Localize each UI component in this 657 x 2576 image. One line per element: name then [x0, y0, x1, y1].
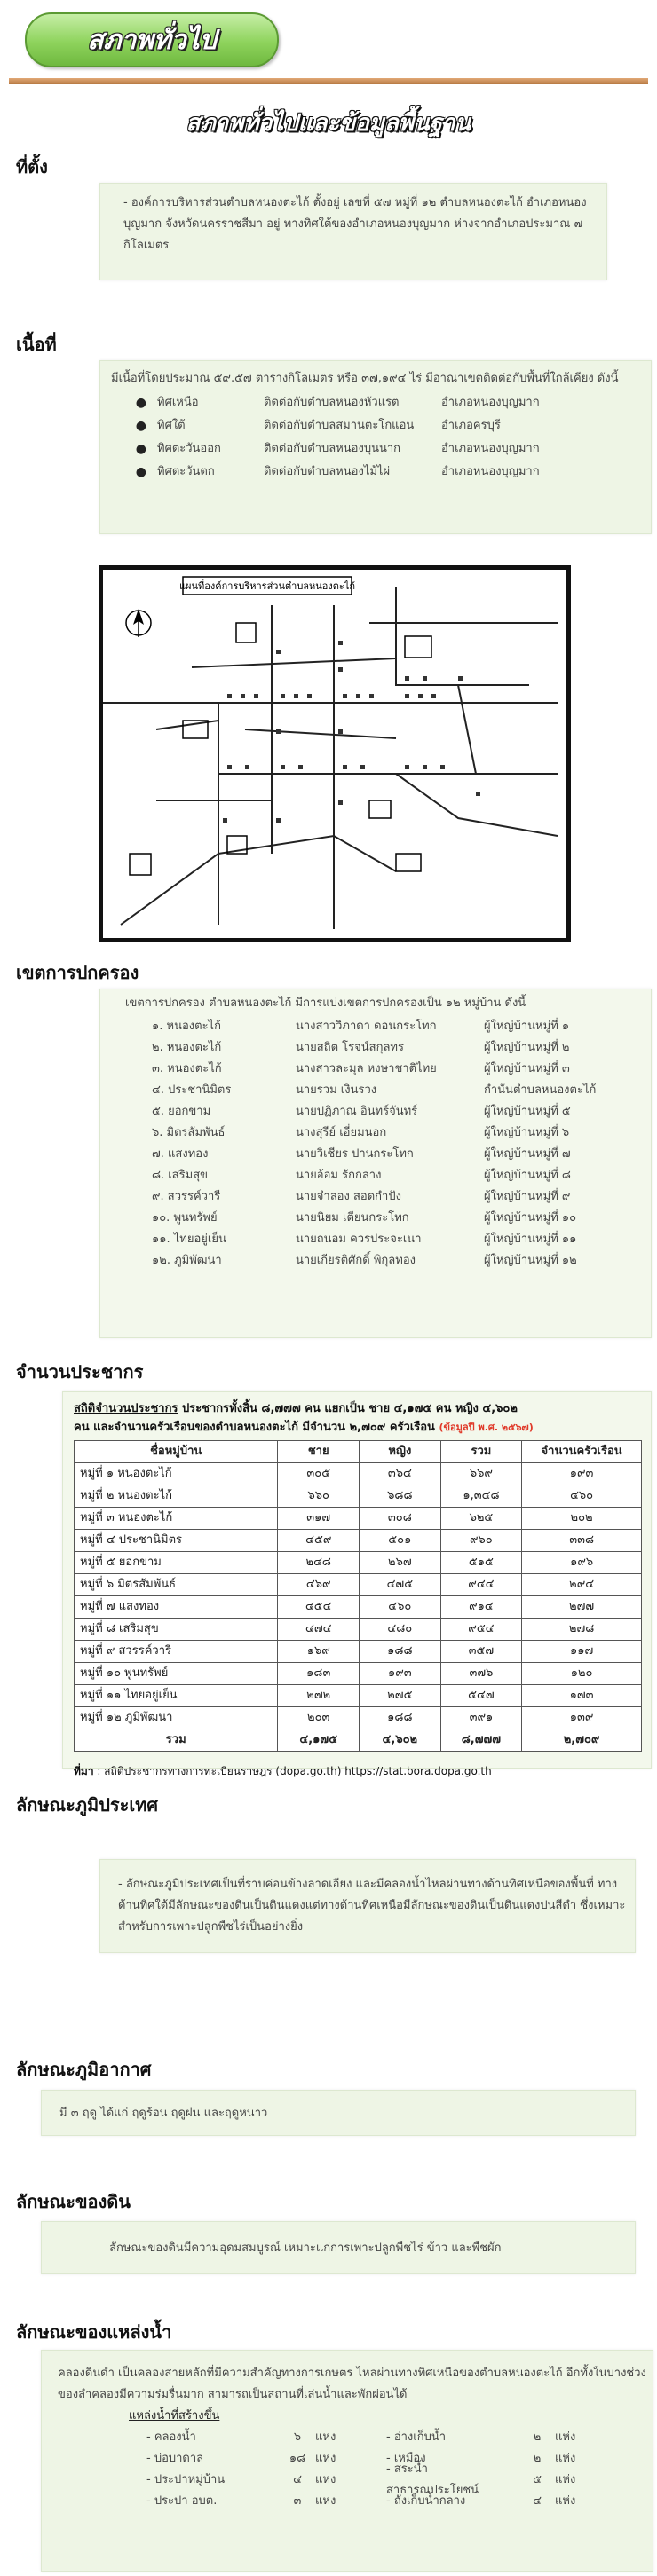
- water-source-name: - เหมือง: [386, 2452, 426, 2465]
- table-cell: ๒๔๘: [278, 1552, 360, 1574]
- village-head: นายนิยม เตียนกระโทก: [296, 1211, 409, 1225]
- north-arrow-icon: [126, 609, 151, 637]
- list-item: [125, 1229, 644, 1250]
- water-source-name: - ประปาหมู่บ้าน: [146, 2473, 226, 2486]
- water-source-name: - ถังเก็บน้ำกลาง: [386, 2494, 466, 2508]
- water-panel: [41, 2350, 653, 2572]
- water-source-item: [386, 2462, 644, 2497]
- water-source-unit: แห่ง: [555, 2430, 576, 2444]
- village-head-list: [125, 1016, 644, 1272]
- village-role: ผู้ใหญ่บ้านหมู่ที่ ๑๑: [484, 1233, 577, 1246]
- topography-text: - ลักษณะภูมิประเทศเป็นที่ราบค่อนข้างลาดเอียง และมีคลองน้ำไหลผ่านทางด้านทิศเหนือของพื้นที่ ทางด้านทิศใต้มีลักษณะของดินเป็นดินแดงแต่ทางด้านทิศเหนือมีลักษณะของดินเป็นดินแดงปนสีดำ ซึ่งเหมาะสำหรับการเพาะปลูกพืชไร่เป็นอย่างยิ่ง: [118, 1878, 626, 1934]
- table-cell: ๓๖๔: [360, 1463, 441, 1485]
- village-head: นายปฏิภาณ อินทร์จันทร์: [296, 1105, 418, 1118]
- source-line: [74, 1761, 642, 1782]
- water-source-item: [146, 2491, 386, 2512]
- village-head: นายสถิต โรจน์สกุลทร: [296, 1041, 404, 1054]
- table-cell: ๖๒๕: [440, 1508, 522, 1530]
- list-item: [125, 1080, 644, 1101]
- bullet-icon: ●: [135, 442, 146, 456]
- table-cell: ๒๐๒: [522, 1508, 642, 1530]
- location-panel: [99, 183, 607, 280]
- water-source-unit: แห่ง: [315, 2452, 336, 2465]
- boundary-direction: ทิศใต้: [157, 419, 186, 432]
- table-row: [75, 1574, 642, 1596]
- population-heading: จำนวนประชากร: [16, 1361, 144, 1383]
- table-cell: หมู่ที่ ๑๐ พูนทรัพย์: [75, 1663, 278, 1685]
- table-row: [75, 1530, 642, 1552]
- village-role: ผู้ใหญ่บ้านหมู่ที่ ๓: [484, 1062, 570, 1075]
- water-source-name: - ประปา อบต.: [146, 2494, 218, 2508]
- table-cell: ๒๗๗: [522, 1596, 642, 1619]
- table-cell: ๒๗๒: [278, 1685, 360, 1707]
- column-header: หญิง: [360, 1441, 441, 1463]
- water-source-name: - อ่างเก็บน้ำ: [386, 2430, 447, 2444]
- table-row: [75, 1596, 642, 1619]
- water-source-unit: แห่ง: [315, 2473, 336, 2486]
- table-cell: หมู่ที่ ๒ หนองตะไก้: [75, 1485, 278, 1508]
- bullet-icon: ●: [135, 419, 146, 433]
- table-cell: ๔๖๐: [522, 1485, 642, 1508]
- table-cell: ๙๑๔: [440, 1596, 522, 1619]
- boundary-item: [111, 461, 642, 484]
- table-cell: หมู่ที่ ๓ หนองตะไก้: [75, 1508, 278, 1530]
- table-cell: ๓๕๗: [440, 1641, 522, 1663]
- water-source-unit: แห่ง: [555, 2473, 576, 2486]
- table-row: [75, 1685, 642, 1707]
- page-title: สภาพทั่วไปและข้อมูลพื้นฐาน: [186, 110, 471, 137]
- water-source-unit: แห่ง: [315, 2494, 336, 2508]
- boundary-district: อำเภอหนองบุญมาก: [441, 465, 540, 478]
- village-name: ๑๐. พูนทรัพย์: [152, 1211, 218, 1225]
- water-text: คลองดินดำ เป็นคลองสายหลักที่มีความสำคัญทางการเกษตร ไหลผ่านทางทิศเหนือของตำบลหนองตะไก้ อีกทั้งในบางช่วงของลำคลองมีความร่มรื่นมาก สามารถเป็นสถานที่เล่นน้ำและพักผ่อนได้: [58, 2367, 646, 2401]
- village-role: ผู้ใหญ่บ้านหมู่ที่ ๖: [484, 1126, 570, 1139]
- village-name: ๗. แสงทอง: [152, 1147, 209, 1161]
- location-text: - องค์การบริหารส่วนตำบลหนองตะไก้ ตั้งอยู่ เลขที่ ๕๗ หมู่ที่ ๑๒ ตำบลหนองตะไก้ อำเภอหนองบุญมาก จังหวัดนครราชสีมา อยู่ ทางทิศใต้ของอำเภอหนองบุญมาก ห่างจากอำเภอประมาณ ๗ กิโลเมตร: [123, 196, 587, 252]
- water-source-name: - คลองน้ำ: [146, 2430, 196, 2444]
- map-drawing: [103, 570, 558, 929]
- water-source-count: ๔: [293, 2473, 302, 2486]
- table-cell: ๕๔๗: [440, 1685, 522, 1707]
- table-row: [75, 1707, 642, 1729]
- column-header: จำนวนครัวเรือน: [522, 1441, 642, 1463]
- water-sources: [146, 2427, 647, 2512]
- village-name: ๙. สวรรค์วารี: [152, 1190, 221, 1203]
- list-item: [125, 1016, 644, 1037]
- list-item: [125, 1059, 644, 1080]
- map-title: แผนที่องค์การบริหารส่วนตำบลหนองตะไก้: [178, 580, 356, 592]
- village-name: ๒. หนองตะไก้: [152, 1041, 222, 1054]
- admin-intro: เขตการปกครอง ตำบลหนองตะไก้ มีการแบ่งเขตการปกครองเป็น ๑๒ หมู่บ้าน ดังนี้: [125, 997, 526, 1010]
- table-cell: ๓๗๖: [440, 1663, 522, 1685]
- location-heading: ที่ตั้ง: [16, 156, 48, 177]
- table-cell: ๕๐๑: [360, 1530, 441, 1552]
- water-source-item: [146, 2427, 386, 2448]
- village-head: นายอ้อม รักกลาง: [296, 1169, 382, 1182]
- water-source-count: ๖: [293, 2430, 302, 2444]
- table-cell: หมู่ที่ ๗ แสงทอง: [75, 1596, 278, 1619]
- village-head: นางสาววิภาดา ดอนกระโทก: [296, 1020, 437, 1033]
- boundary-item: [111, 414, 642, 437]
- table-cell: ๑๗๓: [522, 1685, 642, 1707]
- climate-heading: ลักษณะภูมิอากาศ: [16, 2059, 152, 2080]
- boundary-neighbor: ติดต่อกับตำบลสมานตะโกแอน: [264, 419, 415, 432]
- table-cell: ๖๘๘: [360, 1485, 441, 1508]
- table-cell: ๓๐๘: [360, 1508, 441, 1530]
- water-source-item: [386, 2491, 644, 2512]
- table-cell: หมู่ที่ ๔ ประชานิมิตร: [75, 1530, 278, 1552]
- water-heading: ลักษณะของแหล่งน้ำ: [16, 2321, 172, 2343]
- village-name: ๑๑. ไทยอยู่เย็น: [152, 1233, 226, 1246]
- table-row: [75, 1463, 642, 1485]
- boundary-district: อำเภอหนองบุญมาก: [441, 442, 540, 455]
- village-name: ๓. หนองตะไก้: [152, 1062, 222, 1075]
- table-cell: ๑๙๖: [522, 1552, 642, 1574]
- village-role: ผู้ใหญ่บ้านหมู่ที่ ๗: [484, 1147, 571, 1161]
- table-cell: หมู่ที่ ๑ หนองตะไก้: [75, 1463, 278, 1485]
- list-item: [125, 1037, 644, 1059]
- table-cell: ๑๖๙: [278, 1641, 360, 1663]
- stat-label: สถิติจำนวนประชากร: [74, 1402, 178, 1415]
- list-item: [125, 1101, 644, 1123]
- admin-heading: เขตการปกครอง: [16, 962, 139, 983]
- total-cell: ๔,๖๐๒: [360, 1729, 441, 1752]
- boundary-item: [111, 391, 642, 414]
- banner-title: สภาพทั่วไป: [87, 24, 217, 56]
- table-row: [75, 1663, 642, 1685]
- table-cell: ๖๖๐: [278, 1485, 360, 1508]
- total-row: [75, 1729, 642, 1752]
- village-role: ผู้ใหญ่บ้านหมู่ที่ ๕: [484, 1105, 571, 1118]
- population-summary-2: คน และจำนวนครัวเรือนของตำบลหนองตะไก้ มีจำนวน ๒,๗๐๙ ครัวเรือน: [74, 1421, 435, 1434]
- water-source-count: ๑๘: [289, 2452, 306, 2465]
- table-cell: ๒๗๕: [360, 1685, 441, 1707]
- table-row: [75, 1508, 642, 1530]
- boundary-item: [111, 437, 642, 461]
- bullet-icon: ●: [135, 396, 146, 410]
- village-name: ๑๒. ภูมิพัฒนา: [152, 1254, 222, 1267]
- boundary-neighbor: ติดต่อกับตำบลหนองไม้ไผ่: [264, 465, 391, 478]
- area-heading: เนื้อที่: [16, 334, 57, 355]
- population-table: [74, 1440, 642, 1752]
- water-source-name: - บ่อบาดาล: [146, 2452, 204, 2465]
- boundary-neighbor: ติดต่อกับตำบลหนองบุนนาก: [264, 442, 401, 455]
- total-cell: รวม: [75, 1729, 278, 1752]
- table-cell: หมู่ที่ ๖ มิตรสัมพันธ์: [75, 1574, 278, 1596]
- table-cell: ๑๑๗: [522, 1641, 642, 1663]
- water-source-item: [146, 2448, 386, 2470]
- subdistrict-map: [99, 565, 571, 942]
- water-sources-right: [386, 2427, 644, 2512]
- village-role: ผู้ใหญ่บ้านหมู่ที่ ๑๒: [484, 1254, 577, 1267]
- bullet-icon: ●: [135, 465, 146, 479]
- boundary-district: อำเภอครบุรี: [441, 419, 501, 432]
- table-cell: หมู่ที่ ๑๒ ภูมิพัฒนา: [75, 1707, 278, 1729]
- list-item: [125, 1208, 644, 1229]
- table-row: [75, 1619, 642, 1641]
- table-cell: ๓๑๗: [278, 1508, 360, 1530]
- village-role: ผู้ใหญ่บ้านหมู่ที่ ๒: [484, 1041, 570, 1054]
- area-intro: มีเนื้อที่โดยประมาณ ๕๙.๕๗ ตารางกิโลเมตร หรือ ๓๗,๑๙๔ ไร่ มีอาณาเขตติดต่อกับพื้นที่ใกล้เคียง ดังนี้: [111, 372, 619, 385]
- section-banner: [25, 12, 279, 67]
- boundary-neighbor: ติดต่อกับตำบลหนองหัวแรต: [264, 396, 400, 409]
- water-source-count: ๕: [533, 2473, 542, 2486]
- total-cell: ๘,๗๗๗: [440, 1729, 522, 1752]
- table-row: [75, 1552, 642, 1574]
- water-source-count: ๒: [533, 2430, 542, 2444]
- table-cell: ๒๙๔: [522, 1574, 642, 1596]
- column-header: รวม: [440, 1441, 522, 1463]
- village-head: นายเกียรติศักดิ์ พิกุลทอง: [296, 1254, 416, 1267]
- village-name: ๑. หนองตะไก้: [152, 1020, 221, 1033]
- village-name: ๖. มิตรสัมพันธ์: [152, 1126, 226, 1139]
- table-cell: ๔๗๔: [278, 1619, 360, 1641]
- village-head: นายวิเชียร ปานกระโทก: [296, 1147, 414, 1161]
- table-cell: หมู่ที่ ๙ สวรรค์วารี: [75, 1641, 278, 1663]
- table-row: [75, 1641, 642, 1663]
- total-cell: ๔,๑๗๕: [278, 1729, 360, 1752]
- village-head: นายรวม เงินรวง: [296, 1083, 377, 1097]
- column-header: ชื่อหมู่บ้าน: [75, 1441, 278, 1463]
- population-panel: [62, 1391, 652, 1777]
- road-network: [103, 587, 558, 929]
- table-cell: ๑๙๓: [360, 1663, 441, 1685]
- water-source-unit: แห่ง: [315, 2430, 336, 2444]
- boundary-direction: ทิศตะวันตก: [157, 465, 215, 478]
- table-cell: ๔๕๙: [278, 1530, 360, 1552]
- soil-panel: [41, 2221, 636, 2274]
- table-cell: ๑๓๙: [522, 1707, 642, 1729]
- topography-heading: ลักษณะภูมิประเทศ: [16, 1794, 159, 1816]
- total-cell: ๒,๗๐๙: [522, 1729, 642, 1752]
- soil-text: ลักษณะของดินมีความอุดมสมบูรณ์ เหมาะแก่การเพาะปลูกพืชไร่ ข้าว และพืชผัก: [109, 2241, 502, 2255]
- boundary-direction: ทิศตะวันออก: [157, 442, 221, 455]
- village-role: ผู้ใหญ่บ้านหมู่ที่ ๙: [484, 1190, 571, 1203]
- data-year-note: (ข้อมูลปี พ.ศ. ๒๕๖๗): [439, 1422, 534, 1433]
- table-cell: ๒๐๓: [278, 1707, 360, 1729]
- table-cell: ๒๗๘: [522, 1619, 642, 1641]
- village-head: นายจำลอง สอดกำปัง: [296, 1190, 401, 1203]
- table-cell: หมู่ที่ ๕ ยอกขาม: [75, 1552, 278, 1574]
- table-cell: หมู่ที่ ๑๑ ไทยอยู่เย็น: [75, 1685, 278, 1707]
- houses: [223, 641, 480, 823]
- water-source-item: [386, 2427, 644, 2448]
- table-cell: ๕๑๕: [440, 1552, 522, 1574]
- water-sources-left: [146, 2427, 386, 2512]
- village-name: ๕. ยอกขาม: [152, 1105, 211, 1118]
- table-cell: ๓๓๘: [522, 1530, 642, 1552]
- boundary-list: [111, 391, 642, 484]
- list-item: [125, 1165, 644, 1186]
- table-cell: ๑๘๘: [360, 1707, 441, 1729]
- village-head: นางสาวละมุล หงษาชาติไทย: [296, 1062, 437, 1075]
- source-link[interactable]: https://stat.bora.dopa.go.th: [344, 1765, 492, 1777]
- list-item: [125, 1123, 644, 1144]
- column-header: ชาย: [278, 1441, 360, 1463]
- climate-panel: [41, 2090, 636, 2136]
- table-cell: ๑๘๓: [278, 1663, 360, 1685]
- village-name: ๘. เสริมสุข: [152, 1169, 209, 1182]
- source-label: ที่มา: [74, 1765, 94, 1777]
- water-source-count: ๔: [533, 2494, 542, 2508]
- table-cell: ๔๕๔: [278, 1596, 360, 1619]
- topography-panel: [99, 1859, 636, 1953]
- built-sources-label: แหล่งน้ำที่สร้างขึ้น: [129, 2409, 220, 2422]
- table-cell: ๔๖๙: [278, 1574, 360, 1596]
- area-panel: [99, 360, 652, 534]
- climate-text: มี ๓ ฤดู ได้แก่ ฤดูร้อน ฤดูฝน และฤดูหนาว: [59, 2107, 268, 2120]
- water-source-count: ๓: [293, 2494, 302, 2508]
- water-source-unit: แห่ง: [555, 2494, 576, 2508]
- source-text: : สถิติประชากรทางการทะเบียนราษฎร (dopa.go.th): [93, 1765, 345, 1777]
- table-cell: ๔๗๕: [360, 1574, 441, 1596]
- soil-heading: ลักษณะของดิน: [16, 2191, 131, 2212]
- water-source-name: - สระน้ำสาธารณประโยชน์: [386, 2462, 479, 2497]
- water-source-count: ๒: [533, 2452, 542, 2465]
- table-cell: ๙๖๐: [440, 1530, 522, 1552]
- admin-panel: [99, 989, 652, 1338]
- buildings: [130, 623, 431, 875]
- population-summary-1: ประชากรทั้งสิ้น ๘,๗๗๗ คน แยกเป็น ชาย ๔,๑๗๕ คน หญิง ๔,๖๐๒: [178, 1402, 518, 1415]
- village-name: ๔. ประชานิมิตร: [152, 1083, 232, 1097]
- table-row: [75, 1485, 642, 1508]
- water-source-unit: แห่ง: [555, 2452, 576, 2465]
- boundary-district: อำเภอหนองบุญมาก: [441, 396, 540, 409]
- village-role: ผู้ใหญ่บ้านหมู่ที่ ๘: [484, 1169, 571, 1182]
- village-role: ผู้ใหญ่บ้านหมู่ที่ ๑๐: [484, 1211, 577, 1225]
- table-cell: ๑,๓๔๘: [440, 1485, 522, 1508]
- village-role: กำนันตำบลหนองตะไก้: [484, 1083, 597, 1097]
- list-item: [125, 1144, 644, 1165]
- list-item: [125, 1186, 644, 1208]
- village-role: ผู้ใหญ่บ้านหมู่ที่ ๑: [484, 1020, 570, 1033]
- table-cell: ๑๘๘: [360, 1641, 441, 1663]
- village-head: นายถนอม ควรประจะเนา: [296, 1233, 422, 1246]
- table-cell: ๒๖๗: [360, 1552, 441, 1574]
- table-cell: ๖๖๙: [440, 1463, 522, 1485]
- boundary-direction: ทิศเหนือ: [157, 396, 199, 409]
- table-cell: ๙๔๔: [440, 1574, 522, 1596]
- table-cell: ๓๐๕: [278, 1463, 360, 1485]
- divider: [9, 78, 648, 84]
- table-cell: หมู่ที่ ๘ เสริมสุข: [75, 1619, 278, 1641]
- table-body: [75, 1463, 642, 1752]
- table-cell: ๔๘๐: [360, 1619, 441, 1641]
- table-cell: ๙๕๔: [440, 1619, 522, 1641]
- table-cell: ๓๙๑: [440, 1707, 522, 1729]
- table-cell: ๔๖๐: [360, 1596, 441, 1619]
- table-cell: ๑๒๐: [522, 1663, 642, 1685]
- list-item: [125, 1250, 644, 1272]
- table-cell: ๑๙๓: [522, 1463, 642, 1485]
- water-source-item: [146, 2470, 386, 2491]
- table-header-row: [75, 1441, 642, 1463]
- village-head: นางสุรีย์ เอี่ยมนอก: [296, 1126, 387, 1139]
